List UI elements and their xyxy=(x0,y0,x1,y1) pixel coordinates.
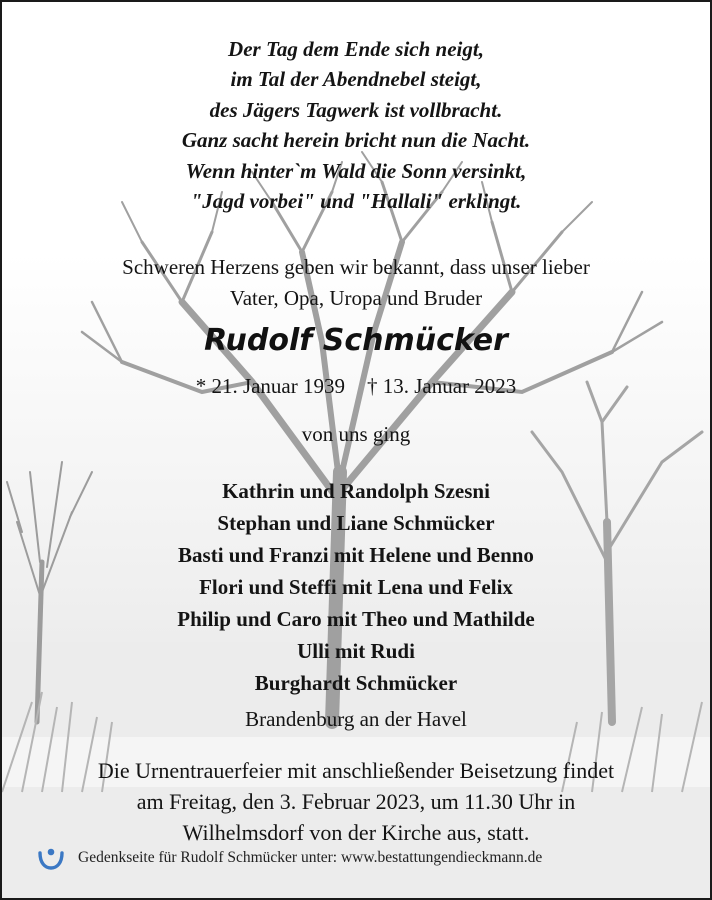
mourner-line: Ulli mit Rudi xyxy=(297,639,415,663)
mourner-line: Kathrin und Randolph Szesni xyxy=(222,479,490,503)
death-date: † 13. Januar 2023 xyxy=(367,374,517,398)
birth-date: * 21. Januar 1939 xyxy=(195,374,345,398)
mourner-line: Flori und Steffi mit Lena und Felix xyxy=(199,575,513,599)
poem xyxy=(2,34,710,216)
poem-line: Ganz sacht herein bricht nun die Nacht. xyxy=(181,128,531,153)
ceremony-line: am Freitag, den 3. Februar 2023, um 11.30 Uhr in xyxy=(136,789,576,814)
mourners-list xyxy=(2,475,710,699)
poem-line: Der Tag dem Ende sich neigt, xyxy=(228,37,484,61)
memorial-page-footer xyxy=(36,846,542,870)
intro-line: Schweren Herzens geben wir bekannt, dass unser lieber xyxy=(122,255,590,279)
poem-line: "Jagd vorbei" und "Hallali" erklingt. xyxy=(190,188,522,213)
memorial-logo-icon xyxy=(36,846,66,870)
poem-line: des Jägers Tagwerk ist vollbracht. xyxy=(209,97,503,122)
closing-phrase: von uns ging xyxy=(301,422,411,446)
ceremony-details xyxy=(2,755,710,848)
place: Brandenburg an der Havel xyxy=(245,707,467,731)
poem-line: im Tal der Abendnebel steigt, xyxy=(230,67,482,92)
poem-line: Wenn hinter`m Wald die Sonn versinkt, xyxy=(185,158,527,183)
announcement-intro xyxy=(2,252,710,314)
ceremony-line: Die Urnentrauerfeier mit anschließender Beisetzung findet xyxy=(97,758,615,783)
mourner-line: Philip und Caro mit Theo und Mathilde xyxy=(177,607,535,631)
ceremony-line: Wilhelmsdorf von der Kirche aus, statt. xyxy=(182,820,530,845)
memorial-page-link[interactable]: Gedenkseite für Rudolf Schmücker unter: www.bestattungendieckmann.de xyxy=(78,849,543,866)
mourner-line: Burghardt Schmücker xyxy=(254,671,458,695)
deceased-name: Rudolf Schmücker xyxy=(204,323,508,358)
mourner-line: Basti und Franzi mit Helene und Benno xyxy=(178,543,534,567)
mourner-line: Stephan und Liane Schmücker xyxy=(217,511,495,535)
intro-line: Vater, Opa, Uropa und Bruder xyxy=(229,286,483,310)
life-dates xyxy=(2,374,710,399)
